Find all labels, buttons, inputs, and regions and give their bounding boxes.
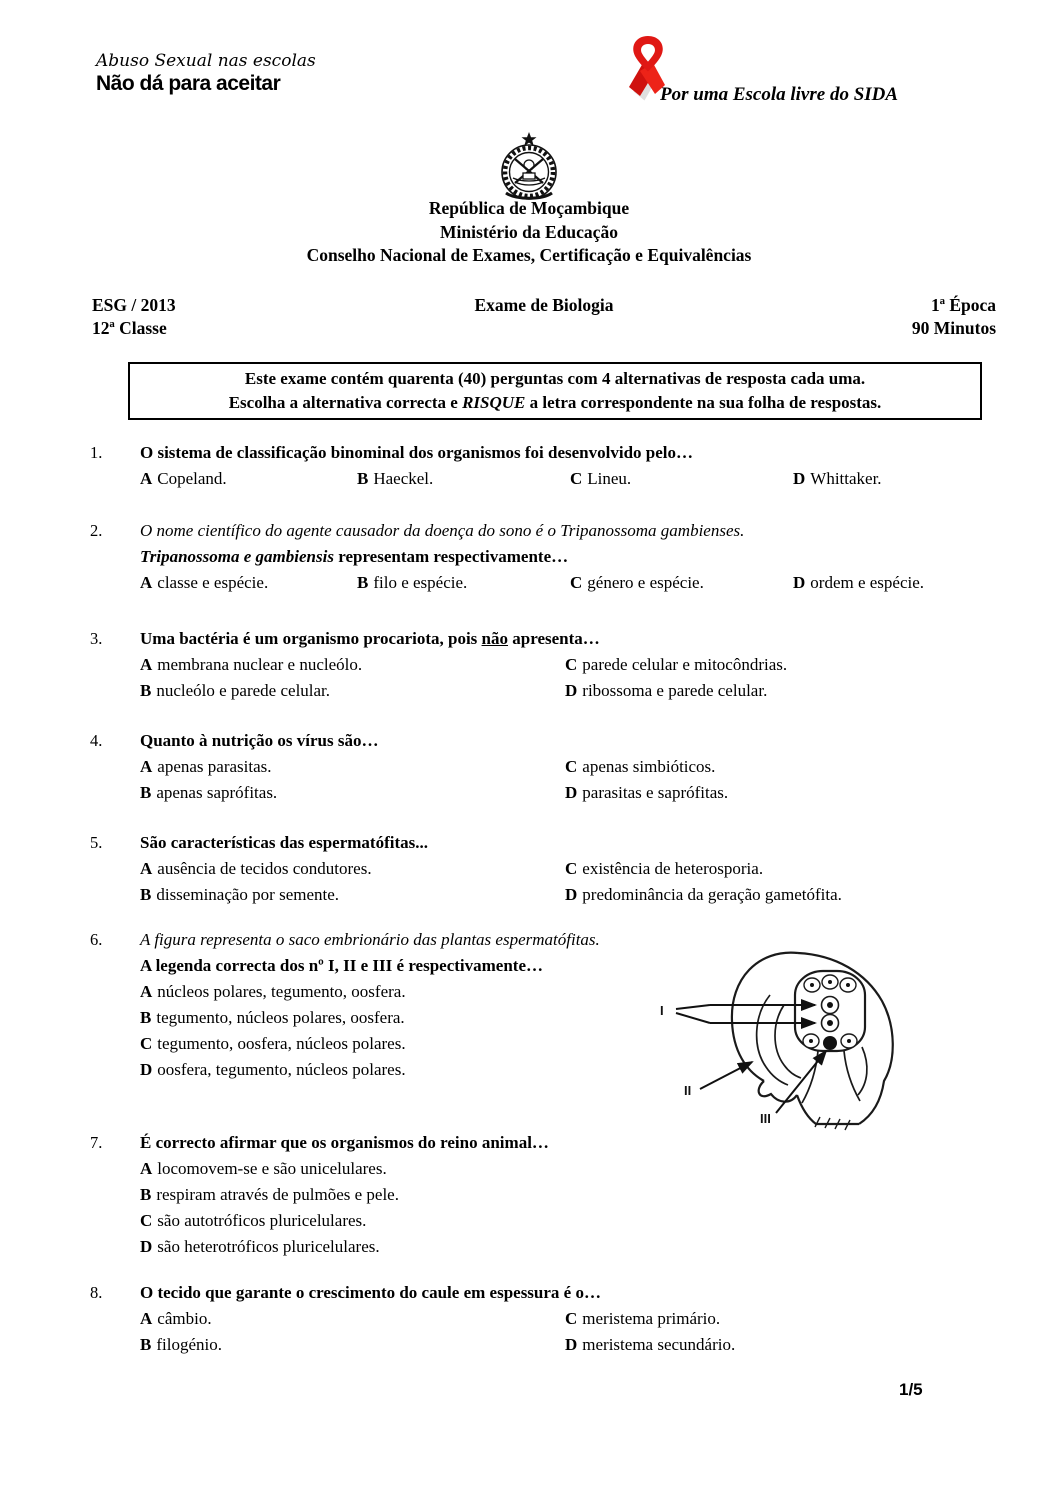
question-1-number: 1. bbox=[90, 443, 103, 462]
question-7 bbox=[90, 1130, 1002, 1260]
question-5-option-a bbox=[140, 856, 565, 882]
option-text: apenas saprófitas. bbox=[156, 783, 278, 802]
option-text: núcleos polares, tegumento, oosfera. bbox=[157, 982, 406, 1001]
option-text: predominância da geração gametófita. bbox=[582, 885, 842, 904]
exam-info bbox=[92, 294, 996, 340]
question-6-intro: A figura representa o saco embrionário das plantas espermatófitas. bbox=[140, 930, 600, 949]
question-6-number: 6. bbox=[90, 930, 103, 949]
instruction-line-2-emphasis: RISQUE bbox=[462, 393, 526, 412]
question-8-prompt: O tecido que garante o crescimento do caule em espessura é o… bbox=[140, 1283, 601, 1302]
option-text: filogénio. bbox=[156, 1335, 222, 1354]
option-text: disseminação por semente. bbox=[156, 885, 340, 904]
option-text: são heterotróficos pluricelulares. bbox=[157, 1237, 380, 1256]
question-7-option-a bbox=[140, 1156, 1002, 1182]
question-3-option-a bbox=[140, 652, 565, 678]
question-4-option-a bbox=[140, 754, 565, 780]
exam-title: Exame de Biologia bbox=[474, 295, 614, 315]
option-letter: A bbox=[140, 757, 153, 776]
option-text: Lineu. bbox=[587, 469, 632, 488]
question-6 bbox=[90, 927, 1002, 1126]
question-3-prompt bbox=[140, 626, 1002, 652]
option-letter: C bbox=[140, 1211, 153, 1230]
question-7-number: 7. bbox=[90, 1133, 103, 1152]
option-letter: C bbox=[565, 757, 578, 776]
question-1-option-d bbox=[793, 466, 1002, 492]
question-4-option-b bbox=[140, 780, 565, 806]
question-5-option-b bbox=[140, 882, 565, 908]
mozambique-emblem-icon bbox=[481, 131, 577, 203]
question-8-option-c bbox=[565, 1306, 1002, 1332]
option-letter: A bbox=[140, 859, 153, 878]
question-2-number: 2. bbox=[90, 521, 103, 540]
question-5-number: 5. bbox=[90, 833, 103, 852]
question-8 bbox=[90, 1280, 1002, 1358]
option-text: meristema primário. bbox=[582, 1309, 721, 1328]
question-8-option-b bbox=[140, 1332, 565, 1358]
option-letter: B bbox=[140, 681, 152, 700]
question-8-option-a bbox=[140, 1306, 565, 1332]
option-text: ordem e espécie. bbox=[810, 573, 925, 592]
figure-label-3: III bbox=[760, 1111, 771, 1126]
question-3-number: 3. bbox=[90, 629, 103, 648]
exam-system: ESG / 2013 bbox=[92, 295, 176, 315]
question-list bbox=[90, 440, 1002, 1358]
exam-epoch: 1ª Época bbox=[930, 295, 996, 315]
instruction-line-1: Este exame contém quarenta (40) perguntas com 4 alternativas de resposta cada uma. bbox=[244, 369, 866, 388]
option-letter: B bbox=[357, 469, 369, 488]
slogan-bold-line: Não dá para aceitar bbox=[96, 72, 281, 95]
question-2 bbox=[90, 518, 1002, 596]
question-2-option-b bbox=[357, 570, 570, 596]
option-letter: C bbox=[565, 1309, 578, 1328]
campaign-slogan bbox=[96, 50, 316, 96]
question-7-prompt: É correcto afirmar que os organismos do reino animal… bbox=[140, 1133, 549, 1152]
figure-label-1: I bbox=[660, 1003, 664, 1018]
option-letter: D bbox=[565, 681, 578, 700]
option-letter: A bbox=[140, 1309, 153, 1328]
option-letter: D bbox=[565, 783, 578, 802]
option-text: nucleólo e parede celular. bbox=[156, 681, 331, 700]
option-text: tegumento, oosfera, núcleos polares. bbox=[157, 1034, 406, 1053]
option-letter: B bbox=[357, 573, 369, 592]
option-letter: B bbox=[140, 885, 152, 904]
instruction-line-2-pre: Escolha a alternativa correcta e bbox=[228, 393, 463, 412]
question-8-option-d bbox=[565, 1332, 1002, 1358]
option-letter: C bbox=[140, 1034, 153, 1053]
option-text: parede celular e mitocôndrias. bbox=[582, 655, 788, 674]
option-letter: B bbox=[140, 1008, 152, 1027]
option-letter: D bbox=[793, 469, 806, 488]
question-3-prompt-pre: Uma bactéria é um organismo procariota, pois bbox=[140, 629, 482, 648]
question-7-option-c bbox=[140, 1208, 1002, 1234]
option-text: oosfera, tegumento, núcleos polares. bbox=[157, 1060, 406, 1079]
slogan-script-line: Abuso Sexual nas escolas bbox=[96, 51, 316, 71]
letterhead bbox=[0, 197, 1058, 268]
option-letter: C bbox=[570, 573, 583, 592]
question-8-number: 8. bbox=[90, 1283, 103, 1302]
question-2-intro: O nome científico do agente causador da doença do sono é o Tripanossoma gambienses. bbox=[140, 521, 745, 540]
question-4-option-c bbox=[565, 754, 1002, 780]
figure-label-2: II bbox=[684, 1083, 692, 1098]
question-2-option-d bbox=[793, 570, 1002, 596]
option-text: são autotróficos pluricelulares. bbox=[157, 1211, 367, 1230]
question-7-option-d bbox=[140, 1234, 1002, 1260]
question-1-prompt: O sistema de classificação binominal dos organismos foi desenvolvido pelo… bbox=[140, 443, 693, 462]
question-2-prompt-emphasis: Tripanossoma e gambiensis bbox=[140, 547, 334, 566]
option-letter: A bbox=[140, 655, 153, 674]
question-3-prompt-underlined: não bbox=[481, 629, 509, 648]
option-text: existência de heterosporia. bbox=[582, 859, 764, 878]
option-letter: D bbox=[565, 885, 578, 904]
letterhead-country: República de Moçambique bbox=[428, 198, 630, 218]
question-4-option-d bbox=[565, 780, 1002, 806]
option-text: filo e espécie. bbox=[373, 573, 468, 592]
exam-grade: 12ª Classe bbox=[92, 318, 167, 338]
question-5-option-d bbox=[565, 882, 1002, 908]
option-text: Haeckel. bbox=[373, 469, 434, 488]
question-1-option-b bbox=[357, 466, 570, 492]
question-7-option-b bbox=[140, 1182, 1002, 1208]
question-3 bbox=[90, 626, 1002, 704]
option-text: locomovem-se e são unicelulares. bbox=[157, 1159, 387, 1178]
option-letter: B bbox=[140, 1335, 152, 1354]
option-text: Whittaker. bbox=[810, 469, 882, 488]
page-number: 1/5 bbox=[899, 1380, 923, 1399]
question-2-option-a bbox=[140, 570, 357, 596]
instruction-line-2 bbox=[136, 391, 974, 415]
question-5-option-c bbox=[565, 856, 1002, 882]
question-1 bbox=[90, 440, 1002, 492]
option-text: género e espécie. bbox=[587, 573, 704, 592]
option-letter: B bbox=[140, 783, 152, 802]
option-text: ribossoma e parede celular. bbox=[582, 681, 768, 700]
question-3-prompt-post: apresenta… bbox=[508, 629, 600, 648]
question-4-number: 4. bbox=[90, 731, 103, 750]
ribbon-caption: Por uma Escola livre do SIDA bbox=[660, 84, 899, 105]
question-2-option-c bbox=[570, 570, 793, 596]
question-3-option-d bbox=[565, 678, 1002, 704]
option-text: ausência de tecidos condutores. bbox=[157, 859, 372, 878]
option-letter: D bbox=[140, 1237, 153, 1256]
option-letter: A bbox=[140, 469, 153, 488]
option-letter: C bbox=[570, 469, 583, 488]
instruction-box bbox=[128, 362, 982, 420]
option-text: câmbio. bbox=[157, 1309, 212, 1328]
option-text: meristema secundário. bbox=[582, 1335, 736, 1354]
question-3-option-c bbox=[565, 652, 1002, 678]
option-text: apenas simbióticos. bbox=[582, 757, 716, 776]
exam-duration: 90 Minutos bbox=[911, 318, 996, 338]
option-letter: D bbox=[565, 1335, 578, 1354]
question-4 bbox=[90, 728, 1002, 806]
question-2-prompt-rest: representam respectivamente… bbox=[333, 547, 569, 566]
option-text: membrana nuclear e nucleólo. bbox=[157, 655, 363, 674]
option-text: parasitas e saprófitas. bbox=[582, 783, 729, 802]
question-5-prompt: São características das espermatófitas... bbox=[140, 833, 428, 852]
question-3-option-b bbox=[140, 678, 565, 704]
option-letter: A bbox=[140, 982, 153, 1001]
option-text: tegumento, núcleos polares, oosfera. bbox=[156, 1008, 405, 1027]
option-letter: D bbox=[140, 1060, 153, 1079]
question-1-option-c bbox=[570, 466, 793, 492]
option-letter: A bbox=[140, 573, 153, 592]
instruction-line-2-post: a letra correspondente na sua folha de respostas. bbox=[525, 393, 882, 412]
question-2-prompt bbox=[140, 544, 1002, 570]
question-4-prompt: Quanto à nutrição os vírus são… bbox=[140, 731, 379, 750]
option-letter: C bbox=[565, 655, 578, 674]
letterhead-ministry: Ministério da Educação bbox=[440, 221, 618, 242]
question-6-prompt: A legenda correcta dos nº I, II e III é respectivamente… bbox=[140, 956, 544, 975]
option-text: apenas parasitas. bbox=[157, 757, 272, 776]
option-letter: A bbox=[140, 1159, 153, 1178]
embryo-sac-figure bbox=[650, 943, 950, 1133]
option-letter: D bbox=[793, 573, 806, 592]
option-text: respiram através de pulmões e pele. bbox=[156, 1185, 399, 1204]
option-letter: C bbox=[565, 859, 578, 878]
question-1-option-a bbox=[140, 466, 357, 492]
letterhead-council: Conselho Nacional de Exames, Certificação e Equivalências bbox=[306, 245, 752, 265]
option-text: Copeland. bbox=[157, 469, 227, 488]
option-text: classe e espécie. bbox=[157, 573, 269, 592]
option-letter: B bbox=[140, 1185, 152, 1204]
question-5 bbox=[90, 830, 1002, 908]
